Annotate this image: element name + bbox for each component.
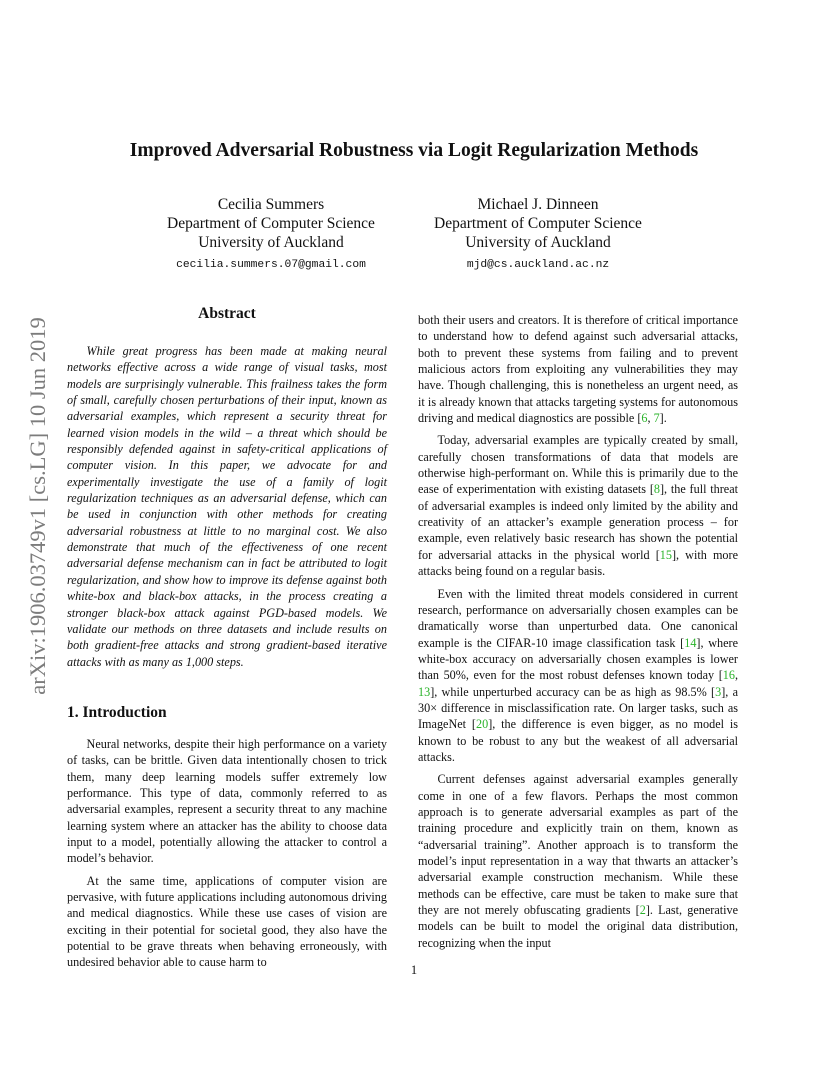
arxiv-sidebar-stamp	[10, 286, 66, 726]
abstract-text: While great progress has been made at making neural networks effective across a wide range of visual tasks, most models are surprisingly vulnerable. This frailness takes the form of small, carefully chosen perturbations of their input, known as adversarial examples, which represent a security threat for learned vision models in the wild – a threat which should be responsibly defended against in safety-critical applications of computer vision. In this paper, we advocate for and experimentally investigate the use of a family of logit regularization techniques as an adversarial defense, which can be used in conjunction with other methods for creating adversarial robustness at little to no marginal cost. We also demonstrate that much of the effectiveness of one recent adversarial defense mechanism can in fact be attributed to logit regularization, and show how to improve its defense against both white-box and black-box attacks, in the process creating a stronger black-box attack against PGD-based models. We validate our methods on three datasets and include results on both gradient-free attacks and strong gradient-based iterative attacks with as many as 1,000 steps.	[67, 344, 387, 669]
author-name: Michael J. Dinneen	[477, 196, 599, 213]
author-block-2	[398, 195, 678, 273]
citation-link[interactable]: 16	[722, 668, 735, 683]
author-name: Cecilia Summers	[217, 196, 325, 213]
author-email: mjd@cs.auckland.ac.nz	[466, 259, 610, 271]
citation-link[interactable]: 8	[653, 482, 660, 497]
intro-paragraph-1: Neural networks, despite their high performance on a variety of tasks, can be brittle. Given data intentionally chosen to trick them, many deep learning models suffer extremely low performance. This type of data, commonly referred to as adversarial examples, represent a security threat to any machine learning system where an attacker has the ability to choose data input to a model, potentially allowing the attacker to control a model’s behavior.	[67, 736, 387, 866]
right-paragraph-2: Today, adversarial examples are typically created by small, carefully chosen transformations of data that models are otherwise high-performant on. While this is primarily due to the ease of experimentation with existing datasets [8], the full threat of adversarial examples is indeed only limited by the ability and creativity of an attacker’s example generation process – for example, even relatively basic research has shown the potential for adversarial attacks in the physical world [15], with more attacks being found on a regular basis.	[418, 433, 738, 579]
right-paragraph-3: Even with the limited threat models considered in current research, performance on adversarially chosen examples can be dramatically worse than unperturbed data. One canonical example is the CIFAR-10 image classification task [14], where white-box accuracy on adversarially chosen examples is lower than 50%, even for the most robust defenses known today [16, 13], while unperturbed accuracy can be as high as 98.5% [3], a 30× difference in misclassification rate. On larger tasks, such as ImageNet [20], the difference is even bigger, as no model is known to be robust to any but the weakest of all adversarial attacks.	[418, 586, 739, 764]
author-email: cecilia.summers.07@gmail.com	[176, 259, 366, 271]
right-paragraph-1: both their users and creators. It is therefore of critical importance to understand how to defend against such adversarial attacks, both to prevent these systems from failing and to prevent malicious actors from exploiting any vulnerabilities they may have. Though challenging, this is nonetheless an urgent need, as it is already known that attacks targeting systems for autonomous driving and medical diagnostics are possible [6, 7].	[418, 313, 738, 426]
intro-heading: 1. Introduction	[67, 703, 167, 721]
citation-link[interactable]: 3	[715, 684, 722, 699]
intro-paragraph-2: At the same time, applications of computer vision are pervasive, with future applications including autonomous driving and medical diagnostics. While these use cases of vision are exciting in their potential for societal good, they also have the potential to be grave threats when behaving erroneously, with undesired behavior able to cause harm to	[67, 873, 387, 970]
author-block-1	[131, 195, 411, 273]
author-department: Department of Computer Science	[434, 215, 642, 232]
citation-link[interactable]: 20	[476, 717, 489, 732]
author-department: Department of Computer Science	[167, 215, 375, 232]
citation-link[interactable]: 13	[418, 684, 431, 699]
paper-title: Improved Adversarial Robustness via Logit Regularization Methods	[129, 140, 699, 161]
citation-link[interactable]: 6	[641, 411, 648, 426]
citation-link[interactable]: 7	[653, 411, 660, 426]
page-number: 1	[410, 963, 418, 977]
citation-link[interactable]: 2	[639, 903, 646, 918]
right-paragraph-4: Current defenses against adversarial examples generally come in one of a few flavors. Perhaps the most common approach is to generate adversarial examples as part of the training procedure and explicitly train on them, known as “adversarial training”. Another approach is to transform the model’s input representation in a way that thwarts an attacker’s adversarial example construction mechanism. While these methods can be effective, care must be taken to make sure that they are not merely obfuscating gradients [2]. Last, generative models can be built to model the original data distribution, recognizing when the input	[418, 772, 738, 950]
abstract-heading: Abstract	[198, 305, 256, 322]
citation-link[interactable]: 14	[684, 635, 697, 650]
left-column	[67, 305, 387, 971]
author-university: University of Auckland	[198, 234, 344, 251]
arxiv-id: arXiv:1906.03749v1 [cs.LG] 10 Jun 2019	[25, 317, 50, 695]
author-university: University of Auckland	[465, 234, 611, 251]
citation-link[interactable]: 15	[659, 547, 672, 562]
right-column	[418, 312, 738, 951]
